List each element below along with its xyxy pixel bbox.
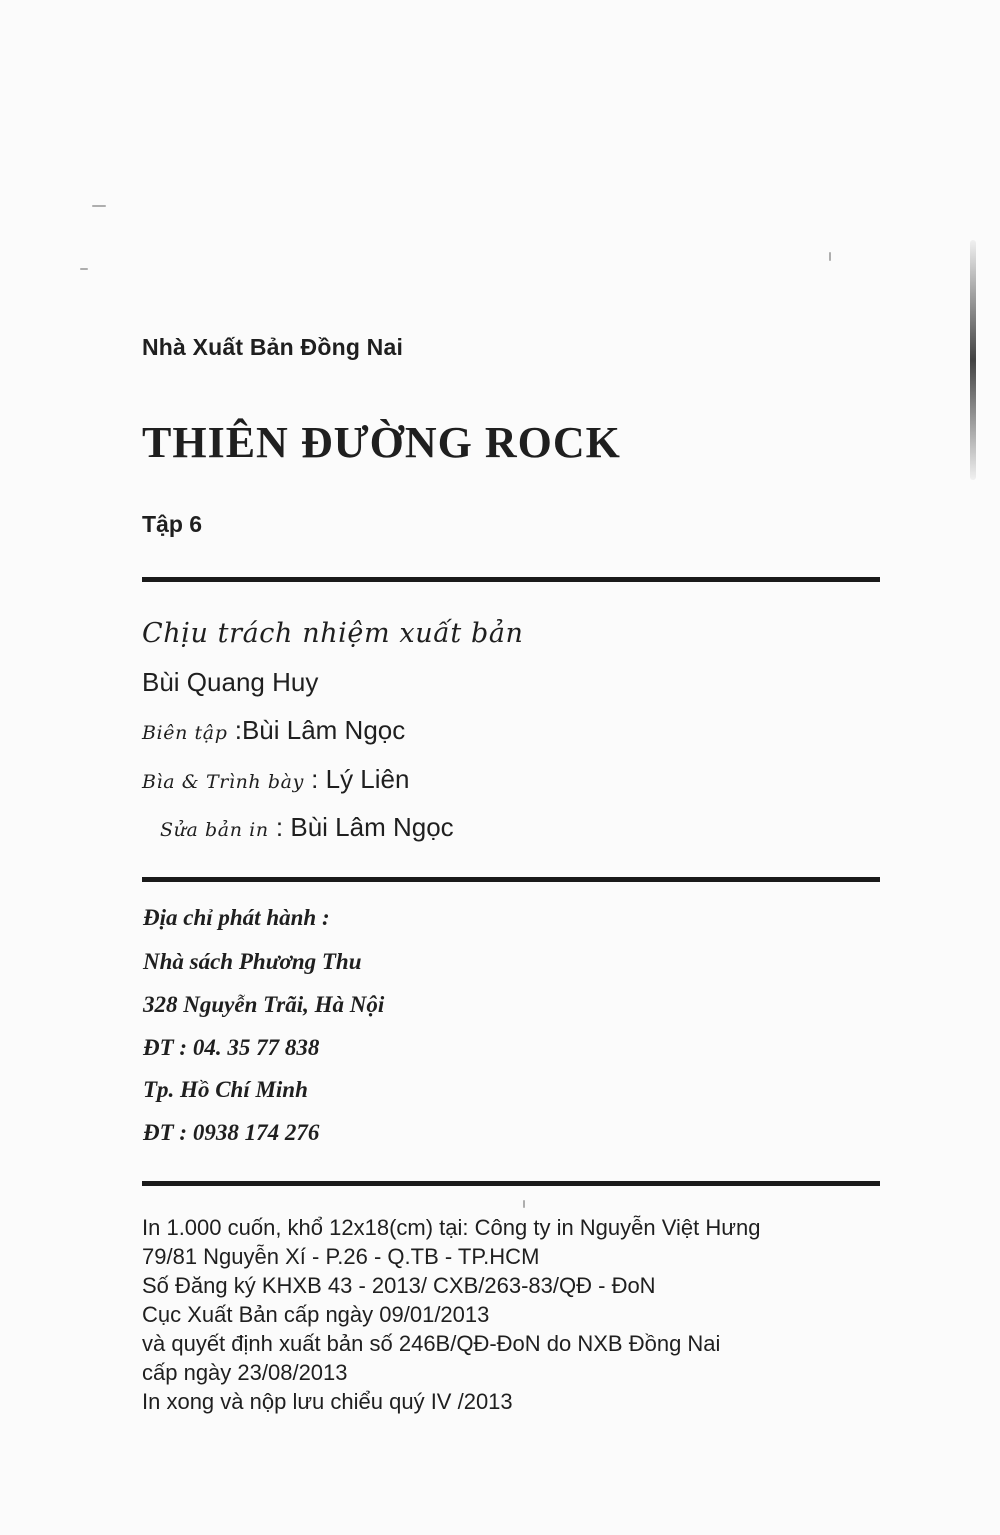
- credit-proofreader: [160, 812, 454, 843]
- credit-separator: :: [268, 812, 291, 842]
- divider-rule: [142, 577, 880, 582]
- scan-speck: [829, 252, 831, 261]
- divider-rule: [142, 877, 880, 882]
- responsible-person-name: Bùi Quang Huy: [142, 667, 319, 697]
- publisher-name: Nhà Xuất Bản Đồng Nai: [142, 334, 404, 360]
- scan-speck: [92, 205, 106, 207]
- credit-editor: [142, 715, 405, 746]
- credit-name: Lý Liên: [325, 764, 410, 794]
- distribution-line: 328 Nguyễn Trãi, Hà Nội: [143, 992, 385, 1017]
- book-title: THIÊN ĐƯỜNG ROCK: [142, 418, 621, 467]
- credit-role: Sửa bản in: [160, 819, 269, 841]
- credit-name: Bùi Lâm Ngọc: [290, 812, 454, 842]
- credit-role: Biên tập: [142, 722, 228, 744]
- credit-separator: :: [303, 764, 326, 794]
- distribution-line: ĐT : 04. 35 77 838: [143, 1035, 320, 1060]
- credit-role: Bìa & Trình bày: [142, 771, 304, 793]
- imprint-line: Số Đăng ký KHXB 43 - 2013/ CXB/263-83/QĐ - ĐoN: [142, 1273, 656, 1298]
- responsibility-heading: Chịu trách nhiệm xuất bản: [142, 618, 524, 649]
- scan-speck: [523, 1200, 525, 1208]
- credit-separator: :: [227, 715, 242, 745]
- distribution-heading: Địa chỉ phát hành :: [143, 905, 330, 930]
- divider-rule: [142, 1181, 880, 1186]
- imprint-line: 79/81 Nguyễn Xí - P.26 - Q.TB - TP.HCM: [142, 1244, 540, 1269]
- imprint-line: Cục Xuất Bản cấp ngày 09/01/2013: [142, 1302, 490, 1327]
- scan-speck: [80, 268, 88, 270]
- imprint-line: In xong và nộp lưu chiểu quý IV /2013: [142, 1389, 513, 1414]
- imprint-line: và quyết định xuất bản số 246B/QĐ-ĐoN do NXB Đồng Nai: [142, 1331, 721, 1356]
- credit-cover-layout: [142, 764, 409, 795]
- credit-name: Bùi Lâm Ngọc: [241, 715, 406, 745]
- distribution-line: ĐT : 0938 174 276: [143, 1120, 320, 1145]
- imprint-block: [142, 1213, 760, 1416]
- imprint-line: In 1.000 cuốn, khổ 12x18(cm) tại: Công ty in Nguyễn Việt Hưng: [142, 1215, 761, 1240]
- distribution-line: Nhà sách Phương Thu: [143, 949, 362, 974]
- scan-edge-shadow: [970, 240, 976, 480]
- imprint-line: cấp ngày 23/08/2013: [142, 1360, 348, 1385]
- volume-number: Tập 6: [142, 511, 203, 537]
- distribution-line: Tp. Hồ Chí Minh: [143, 1077, 308, 1102]
